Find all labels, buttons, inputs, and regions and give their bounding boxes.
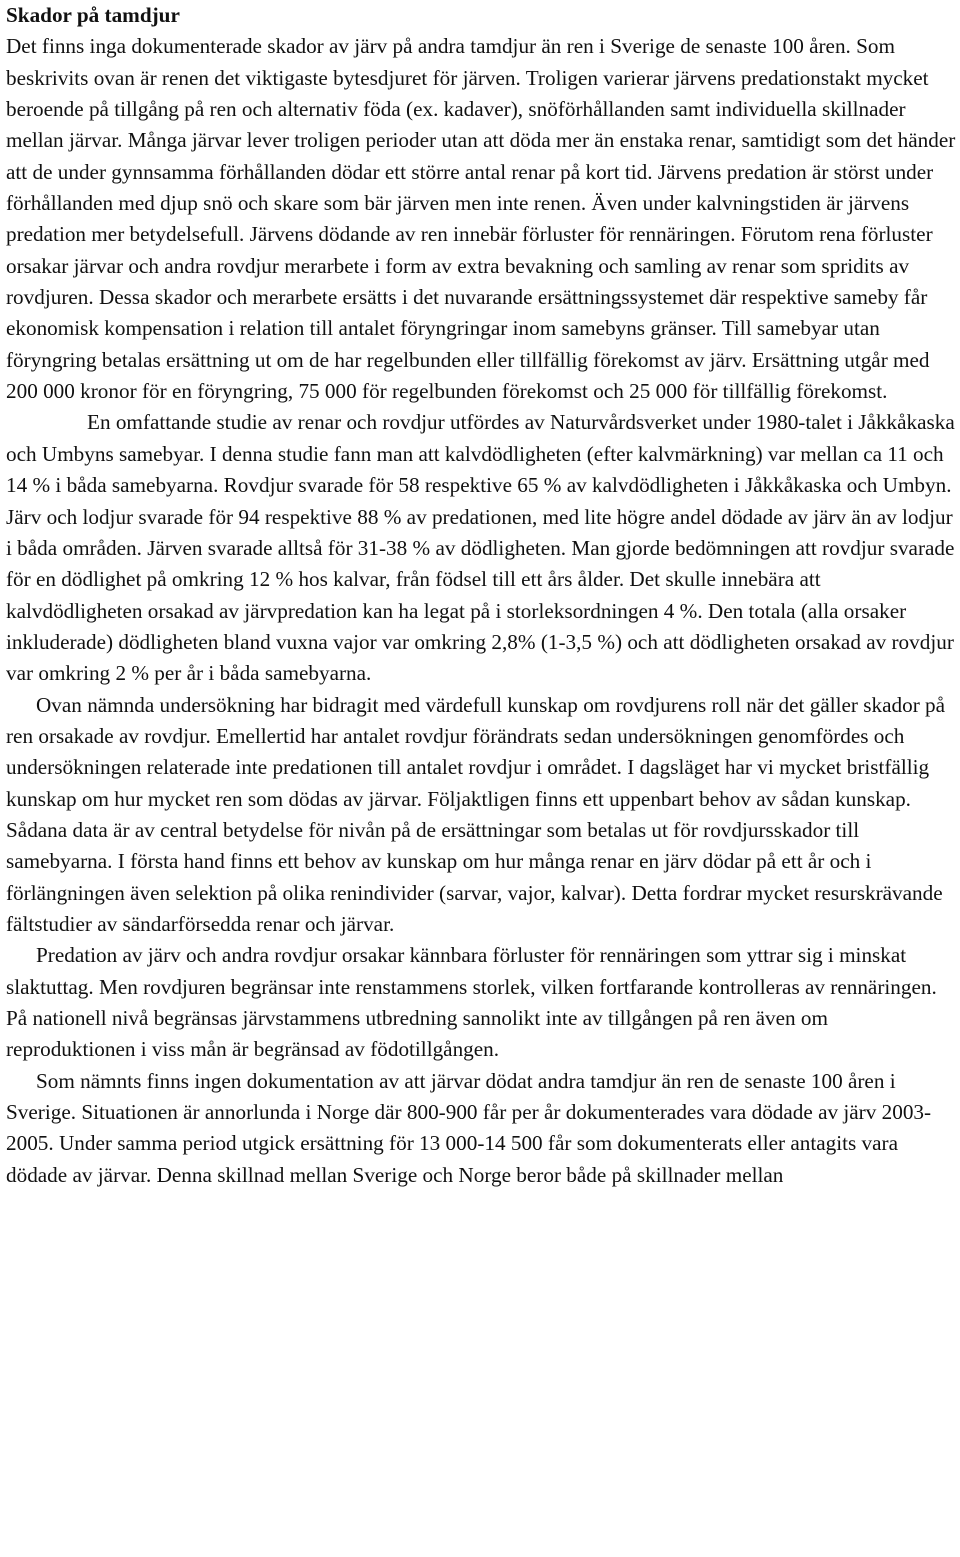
paragraph-3: Ovan nämnda undersökning har bidragit med värdefull kunskap om rovdjurens roll när det gäller skador på ren orsakade av rovdjur. Emellertid har antalet rovdjur förändrats sedan undersökningen genomfördes och undersökningen relaterade inte predationen till antalet rovdjur i området. I dagsläget har vi mycket bristfällig kunskap om hur mycket ren som dödas av järvar. Följaktligen finns ett uppenbart behov av sådan kunskap. Sådana data är av central betydelse för nivån på de ersättningar som betalas ut för rovdjursskador till samebyarna. I första hand finns ett behov av kunskap om hur många renar en järv dödar på ett år och i förlängningen även selektion på olika renindivider (sarvar, vajor, kalvar). Detta fordrar mycket resurskrävande fältstudier av sändarförsedda renar och järvar.: [6, 692, 946, 936]
paragraph-2: En omfattande studie av renar och rovdjur utfördes av Naturvårdsverket under 1980-talet i Jåkkåkaska och Umbyns samebyar. I denna studie fann man att kalvdödligheten (efter kalvmärkning) var mellan ca 11 och 14 % i båda samebyarna. Rovdjur svarade för 58 respektive 65 % av kalvdödligheten i Jåkkåkaska och Umbyn. Järv och lodjur svarade för 94 respektive 88 % av predationen, med lite högre andel dödade av järv än av lodjur i båda områden. Järven svarade alltså för 31-38 % av dödligheten. Man gjorde bedömningen att rovdjur svarade för en dödlighet på omkring 12 % hos kalvar, från födsel till ett års ålder. Det skulle innebära att kalvdödligheten orsakad av järvpredation kan ha legat på i storleksordningen 4 %. Den totala (alla orsaker inkluderade) dödligheten bland vuxna vajor var omkring 2,8% (1-3,5 %) och att dödligheten orsakad av rovdjur var omkring 2 % per år i båda samebyarna.: [6, 410, 955, 686]
paragraph-5: Som nämnts finns ingen dokumentation av att järvar dödat andra tamdjur än ren de senaste 100 åren i Sverige. Situationen är annorlunda i Norge där 800-900 får per år dokumenterades vara dödade av järv 2003-2005. Under samma period utgick ersättning för 13 000-14 500 får som dokumenterats eller antagits vara dödade av järvar. Denna skillnad mellan Sverige och Norge beror både på skillnader mellan: [6, 1068, 932, 1187]
document-page: [6, 0, 958, 1191]
section-heading: Skador på tamdjur: [6, 3, 180, 27]
paragraph-4: Predation av järv och andra rovdjur orsakar kännbara förluster för rennäringen som yttrar sig i minskat slaktuttag. Men rovdjuren begränsar inte renstammens storlek, vilken fortfarande kontrolleras av rennäringen. På nationell nivå begränsas järvstammens utbredning sannolikt inte av tillgången på ren även om reproduktionen i viss mån är begränsad av födotillgången.: [6, 943, 937, 1062]
paragraph-1: Det finns inga dokumenterade skador av järv på andra tamdjur än ren i Sverige de senaste 100 åren. Som beskrivits ovan är renen det viktigaste bytesdjuret för järven. Troligen varierar järvens predationstakt mycket beroende på tillgång på ren och alternativ föda (ex. kadaver), snöförhållanden samt individuella skillnader mellan järvar. Många järvar lever troligen perioder utan att döda mer än enstaka renar, samtidigt som det händer att de under gynnsamma förhållanden dödar ett större antal renar på kort tid. Järvens predation är störst under förhållanden med djup snö och skare som bär järven men inte renen. Även under kalvningstiden är järvens predation mer betydelsefull. Järvens dödande av ren innebär förluster för rennäringen. Förutom rena förluster orsakar järvar och andra rovdjur merarbete i form av extra bevakning och samling av renar som spridits av rovdjuren. Dessa skador och merarbete ersätts i det nuvarande ersättningssystemet där respektive sameby får ekonomisk kompensation i relation till antalet föryngringar inom samebyns gränser. Till samebyar utan föryngring betalas ersättning ut om de har regelbunden eller tillfällig förekomst av järv. Ersättning utgår med 200 000 kronor för en föryngring, 75 000 för regelbunden förekomst och 25 000 för tillfällig förekomst.: [6, 34, 956, 404]
